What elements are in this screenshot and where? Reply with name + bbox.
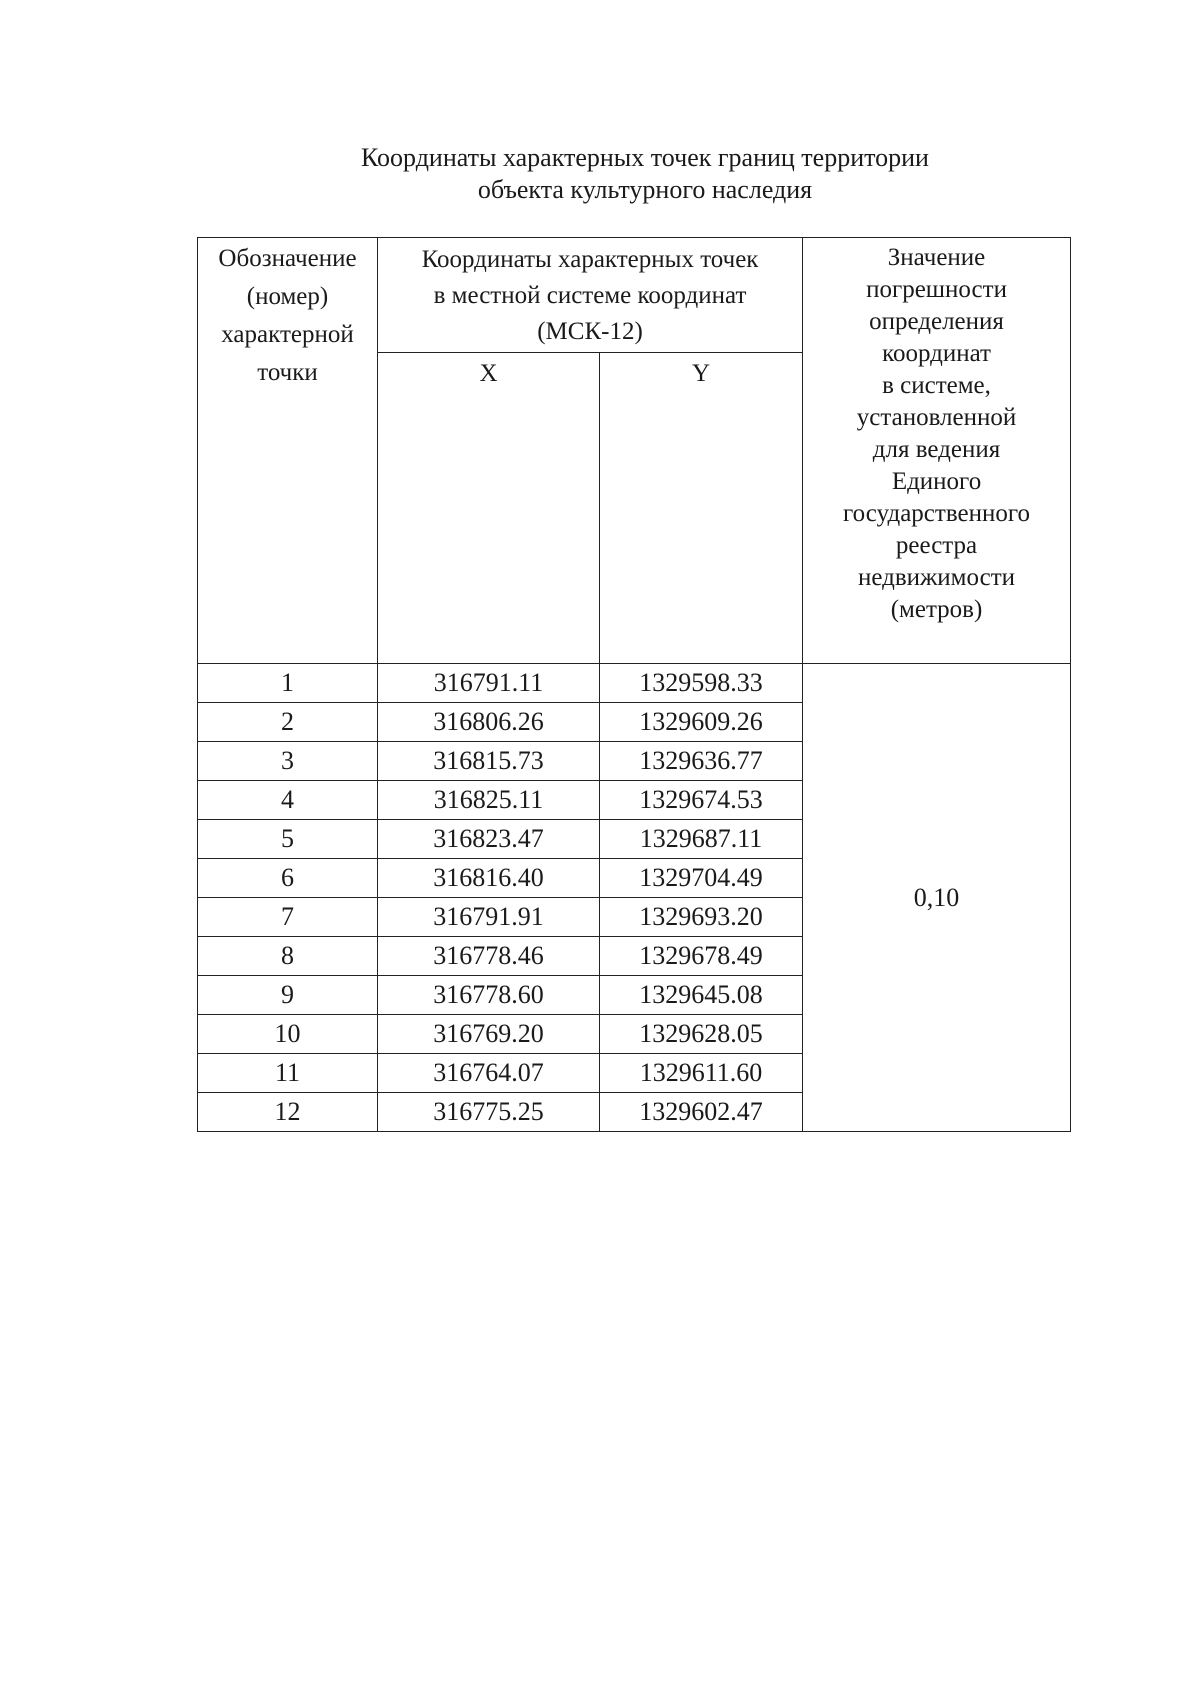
cell-point-number: 5 — [198, 820, 378, 859]
cell-y: 1329674.53 — [600, 781, 803, 820]
cell-x: 316778.46 — [378, 937, 600, 976]
header-coords-line: в местной системе координат — [433, 282, 747, 309]
header-accuracy — [803, 238, 1071, 664]
header-accuracy-line: определения — [869, 308, 1004, 335]
header-coords-line: (МСК-12) — [537, 318, 643, 345]
header-number-line: характерной — [221, 321, 354, 348]
cell-point-number: 11 — [198, 1054, 378, 1093]
cell-point-number: 1 — [198, 664, 378, 703]
cell-x: 316791.91 — [378, 898, 600, 937]
cell-y: 1329609.26 — [600, 703, 803, 742]
cell-point-number: 4 — [198, 781, 378, 820]
header-accuracy-line: государственного — [843, 500, 1030, 527]
header-number-line: (номер) — [246, 283, 329, 310]
title-line-2: объекта культурного наследия — [477, 175, 813, 204]
cell-y: 1329598.33 — [600, 664, 803, 703]
header-coords-line: Координаты характерных точек — [421, 246, 759, 273]
cell-y: 1329628.05 — [600, 1015, 803, 1054]
cell-x: 316825.11 — [378, 781, 600, 820]
cell-point-number: 10 — [198, 1015, 378, 1054]
header-accuracy-line: (метров) — [890, 596, 983, 623]
cell-x: 316816.40 — [378, 859, 600, 898]
cell-y: 1329645.08 — [600, 976, 803, 1015]
cell-y: 1329687.11 — [600, 820, 803, 859]
cell-point-number: 3 — [198, 742, 378, 781]
cell-x: 316815.73 — [378, 742, 600, 781]
cell-x: 316778.60 — [378, 976, 600, 1015]
cell-point-number: 9 — [198, 976, 378, 1015]
cell-point-number: 7 — [198, 898, 378, 937]
cell-point-number: 12 — [198, 1093, 378, 1132]
document-title — [190, 142, 1100, 206]
header-accuracy-line: координат — [882, 340, 991, 367]
cell-y: 1329602.47 — [600, 1093, 803, 1132]
header-point-number — [198, 238, 378, 664]
header-accuracy-line: Значение — [887, 244, 986, 271]
header-accuracy-line: реестра — [895, 532, 978, 559]
cell-x: 316806.26 — [378, 703, 600, 742]
cell-point-number: 2 — [198, 703, 378, 742]
header-y: Y — [600, 353, 803, 664]
cell-x: 316823.47 — [378, 820, 600, 859]
cell-y: 1329611.60 — [600, 1054, 803, 1093]
cell-y: 1329678.49 — [600, 937, 803, 976]
cell-x: 316764.07 — [378, 1054, 600, 1093]
header-accuracy-line: Единого — [891, 468, 982, 495]
cell-x: 316791.11 — [378, 664, 600, 703]
header-accuracy-line: установленной — [856, 404, 1017, 431]
header-accuracy-line: недвижимости — [857, 564, 1016, 591]
table-row — [198, 664, 1071, 703]
cell-y: 1329693.20 — [600, 898, 803, 937]
coordinates-table — [197, 237, 1071, 1132]
header-accuracy-line: для ведения — [872, 436, 1001, 463]
header-accuracy-line: в системе, — [882, 372, 991, 399]
cell-x: 316769.20 — [378, 1015, 600, 1054]
cell-y: 1329636.77 — [600, 742, 803, 781]
header-row-1 — [198, 238, 1071, 353]
header-number-line: точки — [257, 359, 318, 386]
cell-point-number: 6 — [198, 859, 378, 898]
cell-x: 316775.25 — [378, 1093, 600, 1132]
cell-point-number: 8 — [198, 937, 378, 976]
cell-accuracy-value: 0,10 — [803, 664, 1071, 1132]
cell-y: 1329704.49 — [600, 859, 803, 898]
title-line-1: Координаты характерных точек границ территории — [361, 143, 929, 172]
header-x: X — [378, 353, 600, 664]
header-number-line: Обозначение — [218, 245, 357, 272]
header-coordinates — [378, 238, 803, 353]
header-accuracy-line: погрешности — [866, 276, 1007, 303]
